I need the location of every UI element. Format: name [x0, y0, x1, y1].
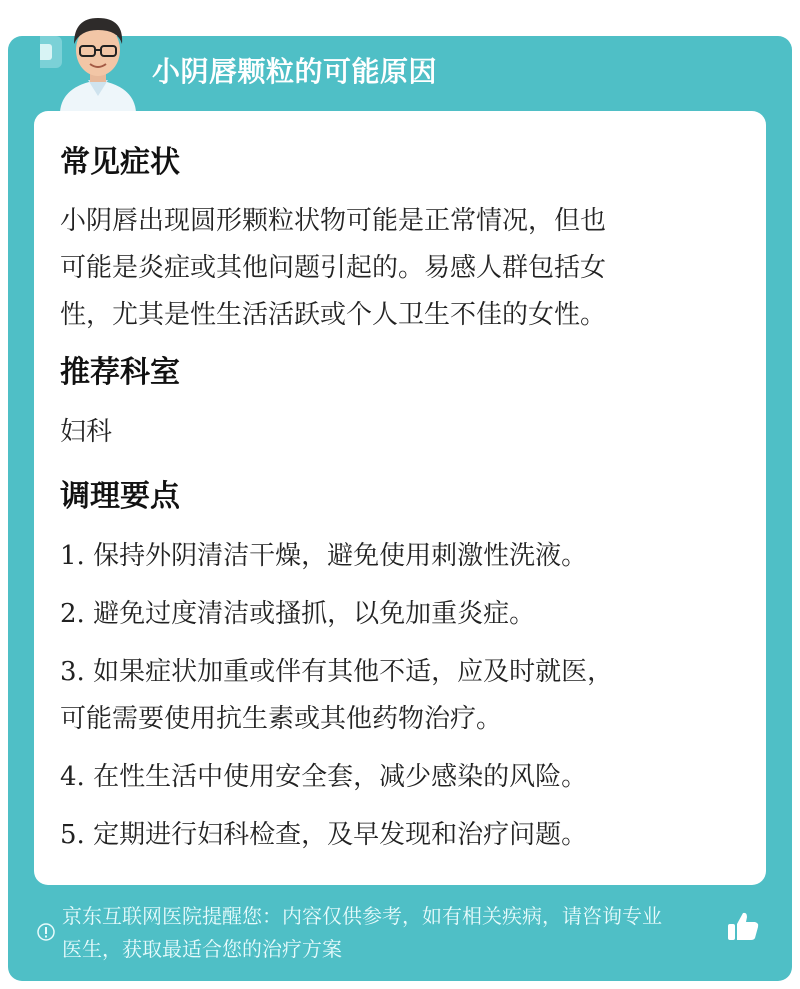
info-icon [36, 922, 56, 942]
department-value: 妇科 [60, 417, 113, 447]
symptoms-line: 性，尤其是性生活活跃或个人卫生不佳的女性。 [60, 300, 607, 330]
list-item-text: 可能需要使用抗生素或其他药物治疗。 [60, 704, 503, 734]
list-item [60, 754, 740, 801]
disclaimer-line: 医生，获取最适合您的治疗方案 [62, 937, 342, 961]
list-item-text: 在性生活中使用安全套，减少感染的风险。 [93, 762, 588, 792]
list-item-number: 1. [60, 541, 85, 571]
list-item [60, 591, 740, 638]
content-card [34, 111, 766, 885]
symptoms-title: 常见症状 [60, 145, 180, 180]
symptoms-line: 可能是炎症或其他问题引起的。易感人群包括女 [60, 253, 607, 283]
list-item-number: 2. [60, 599, 85, 629]
list-item-number: 3. [60, 657, 85, 687]
list-item-number: 5. [60, 820, 85, 850]
list-item-text: 如果症状加重或伴有其他不适，应及时就医， [93, 657, 614, 687]
symptoms-text [60, 198, 740, 339]
department-title: 推荐科室 [60, 355, 180, 390]
care-list [60, 533, 740, 859]
list-item-text: 定期进行妇科检查，及早发现和治疗问题。 [93, 820, 588, 850]
list-item-text: 保持外阴清洁干燥，避免使用刺激性洗液。 [93, 541, 588, 571]
thumbs-up-icon[interactable] [724, 908, 762, 946]
disclaimer-line: 京东互联网医院提醒您：内容仅供参考，如有相关疾病，请咨询专业 [62, 904, 662, 928]
doctor-avatar-icon [40, 8, 156, 112]
list-item-number: 4. [60, 762, 85, 792]
symptoms-line: 小阴唇出现圆形颗粒状物可能是正常情况，但也 [60, 206, 607, 236]
disclaimer-text [62, 900, 732, 966]
list-item [60, 649, 740, 743]
list-item-text: 避免过度清洁或搔抓，以免加重炎症。 [93, 599, 536, 629]
page-title: 小阴唇颗粒的可能原因 [152, 55, 438, 88]
care-title: 调理要点 [60, 479, 180, 514]
list-item [60, 533, 740, 580]
list-item [60, 812, 740, 859]
